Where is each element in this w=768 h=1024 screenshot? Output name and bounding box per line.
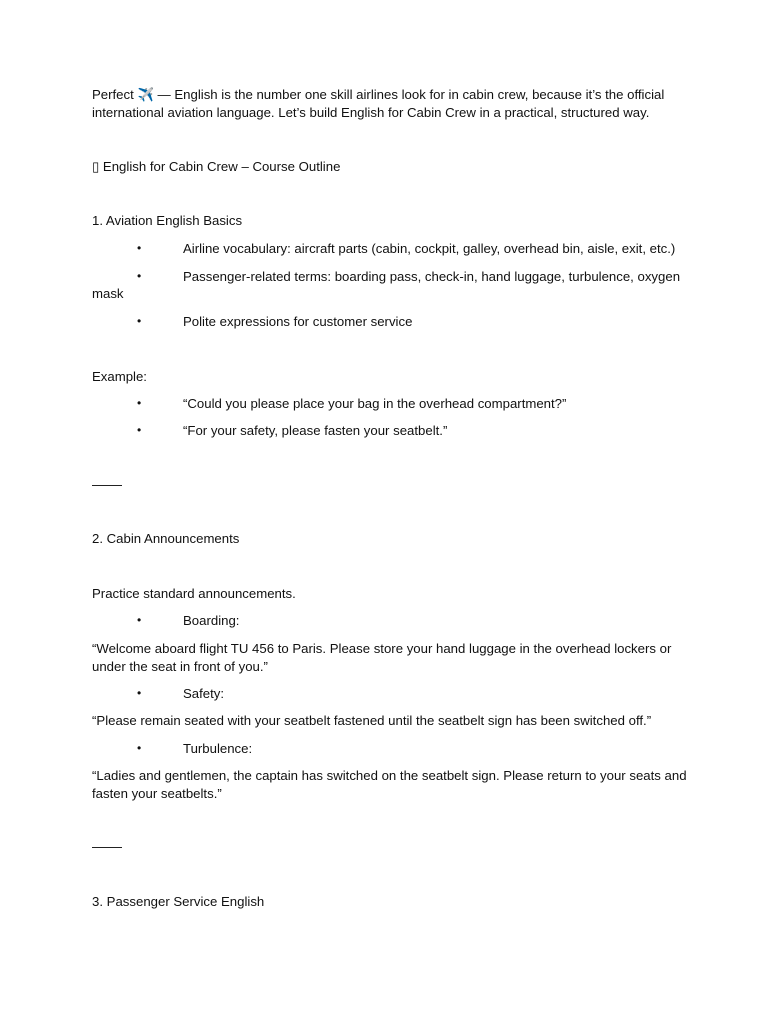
announcement-label: Turbulence: (183, 741, 253, 756)
section-1-heading: 1. Aviation English Basics (92, 213, 243, 228)
section-1-bullet: Polite expressions for customer service (183, 314, 413, 329)
example-bullet: “For your safety, please fasten your seatbelt.” (183, 423, 448, 438)
bullet-dot: • (137, 686, 142, 700)
example-bullet: “Could you please place your bag in the overhead compartment?” (183, 396, 567, 411)
section-2-intro: Practice standard announcements. (92, 586, 296, 601)
section-1-bullet: Passenger-related terms: boarding pass, check-in, hand luggage, turbulence, oxygen (183, 269, 681, 284)
announcement-text: “Welcome aboard flight TU 456 to Paris. Please store your hand luggage in the overhead lockers or under the seat in front of you.” (92, 641, 672, 674)
announcement-text: “Ladies and gentlemen, the captain has switched on the seatbelt sign. Please return to your seats and fasten your seatbelts.” (92, 768, 687, 801)
bullet-dot: • (137, 741, 142, 755)
announcement-label: Boarding: (183, 613, 240, 628)
section-2-heading: 2. Cabin Announcements (92, 531, 240, 546)
bullet-dot: • (137, 613, 142, 627)
bullet-dot: • (137, 241, 142, 255)
bullet-dot: • (137, 396, 142, 410)
section-3-heading: 3. Passenger Service English (92, 894, 265, 909)
section-1-bullet-wrap: mask (92, 286, 124, 301)
horizontal-rule (92, 485, 122, 486)
bullet-dot: • (137, 269, 142, 283)
outline-title: ▯ English for Cabin Crew – Course Outline (92, 159, 341, 174)
intro-paragraph: Perfect ✈️ — English is the number one skill airlines look for in cabin crew, because it’s the official international aviation language. Let’s build English for Cabin Crew in a practical, structured way. (92, 87, 665, 120)
section-1-bullet: Airline vocabulary: aircraft parts (cabin, cockpit, galley, overhead bin, aisle, exit, etc.) (183, 241, 676, 256)
announcement-label: Safety: (183, 686, 225, 701)
horizontal-rule (92, 847, 122, 848)
bullet-dot: • (137, 314, 142, 328)
announcement-text: “Please remain seated with your seatbelt fastened until the seatbelt sign has been switched off.” (92, 713, 652, 728)
example-label: Example: (92, 369, 147, 384)
bullet-dot: • (137, 423, 142, 437)
